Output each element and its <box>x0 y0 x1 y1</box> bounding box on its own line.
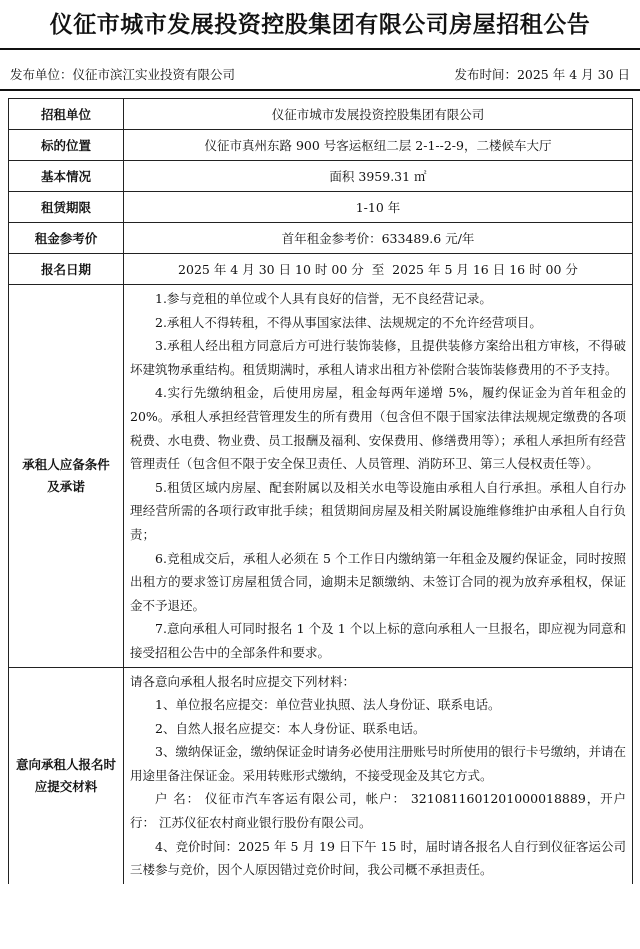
materials-label-line1: 意向承租人报名时 <box>15 756 116 772</box>
material-paragraph: 4、竞价时间：2025 年 5 月 19 日下午 15 时，届时请各报名人自行到仪征客运公司三楼参与竞价，因个人原因错过竞价时间，我公司概不承担责任。 <box>130 838 626 878</box>
materials-label-line2: 应提交材料 <box>34 778 98 794</box>
conditions-row <box>9 285 633 668</box>
condition-paragraph: 5.租赁区域内房屋、配套附属以及相关水电等设施由承租人自行承担。承租人自行办理经营所需的各项行政审批手续；租赁期间房屋及相关附属设施维修维护由承租人自行负责； <box>130 479 626 542</box>
notice-table <box>8 98 633 884</box>
condition-paragraph: 1.参与竞租的单位或个人具有良好的信誉，无不良经营记录。 <box>155 291 492 306</box>
row-label: 租赁期限 <box>9 192 124 223</box>
publish-date: 发布时间：2025 年 4 月 30 日 <box>454 67 630 82</box>
table-row <box>9 130 633 161</box>
row-value: 仪征市城市发展投资控股集团有限公司 <box>124 99 633 130</box>
condition-paragraph: 6.竞租成交后，承租人必须在 5 个工作日内缴纳第一年租金及履约保证金，同时按照出租方的要求签订房屋租赁合同，逾期未足额缴纳、未签订合同的视为放弃承租权，保证金不予退还。 <box>130 550 626 613</box>
row-label: 招租单位 <box>9 99 124 130</box>
page-title: 仪征市城市发展投资控股集团有限公司房屋招租公告 <box>49 12 591 38</box>
row-label: 基本情况 <box>9 161 124 192</box>
condition-paragraph: 2.承租人不得转租，不得从事国家法律、法规规定的不允许经营项目。 <box>155 314 542 330</box>
row-value: 首年租金参考价：633489.6 元/年 <box>124 223 633 254</box>
conditions-label-line2: 及承诺 <box>47 478 85 494</box>
materials-row <box>9 667 633 884</box>
meta-divider <box>0 89 640 91</box>
materials-intro: 请各意向承租人报名时应提交下列材料： <box>130 673 356 689</box>
material-paragraph: 2、自然人报名应提交：本人身份证、联系电话。 <box>155 720 426 736</box>
materials-label <box>9 667 124 884</box>
material-paragraph: 1、单位报名应提交：单位营业执照、法人身份证、联系电话。 <box>155 697 501 713</box>
material-paragraph: 3、缴纳保证金，缴纳保证金时请务必使用注册账号时所使用的银行卡号缴纳，并请在用途里备注保证金。采用转账形式缴纳，不接受现金及其它方式。 <box>130 744 626 783</box>
row-value: 2025 年 4 月 30 日 10 时 00 分 至 2025 年 5 月 16 日 16 时 00 分 <box>124 254 633 285</box>
row-value: 仪征市真州东路 900 号客运枢纽二层 2-1--2-9，二楼候车大厅 <box>124 130 633 161</box>
condition-paragraph: 3.承租人经出租方同意后方可进行装饰装修，且提供装修方案给出租方审核，不得破坏建筑物承重结构。租赁期满时，承租人请求出租方补偿附合装饰装修费用的不予支持。 <box>130 338 626 377</box>
table-row <box>9 192 633 223</box>
condition-paragraph: 4.实行先缴纳租金，后使用房屋，租金每两年递增 5%，履约保证金为首年租金的 20%。承租人承担经营管理发生的所有费用（包含但不限于国家法律法规规定缴费的各项税费、水电费、物业费、员工报酬及福利、安保费用、修缮费用等）；承租人承担所有经营管理责任（包含但不限于安全保卫责任、人员管理、消防环卫、第三人侵权责任等）。 <box>130 385 626 472</box>
condition-paragraph: 7.意向承租人可同时报名 1 个及 1 个以上标的意向承租人一旦报名，即应视为同意和接受招租公告中的全部条件和要求。 <box>130 621 626 660</box>
table-row <box>9 223 633 254</box>
conditions-label <box>9 285 124 668</box>
title-divider <box>0 48 640 50</box>
table-row <box>9 99 633 130</box>
table-row <box>9 254 633 285</box>
material-paragraph: 户 名： 仪征市汽车客运有限公司，帐户： 32108116012010000188​89，开户行： 江苏仪征农村商业银行股份有限公司。 <box>130 791 626 831</box>
row-value: 1-10 年 <box>124 192 633 223</box>
row-value: 面积 3959.31 ㎡ <box>124 161 633 192</box>
materials-content <box>124 667 633 884</box>
row-label: 报名日期 <box>9 254 124 285</box>
row-label: 标的位置 <box>9 130 124 161</box>
conditions-label-line1: 承租人应备条件 <box>22 456 110 472</box>
publisher-text: 发布单位：仪征市滨江实业投资有限公司 <box>10 67 236 82</box>
conditions-content <box>124 285 633 668</box>
row-label: 租金参考价 <box>9 223 124 254</box>
table-row <box>9 161 633 192</box>
